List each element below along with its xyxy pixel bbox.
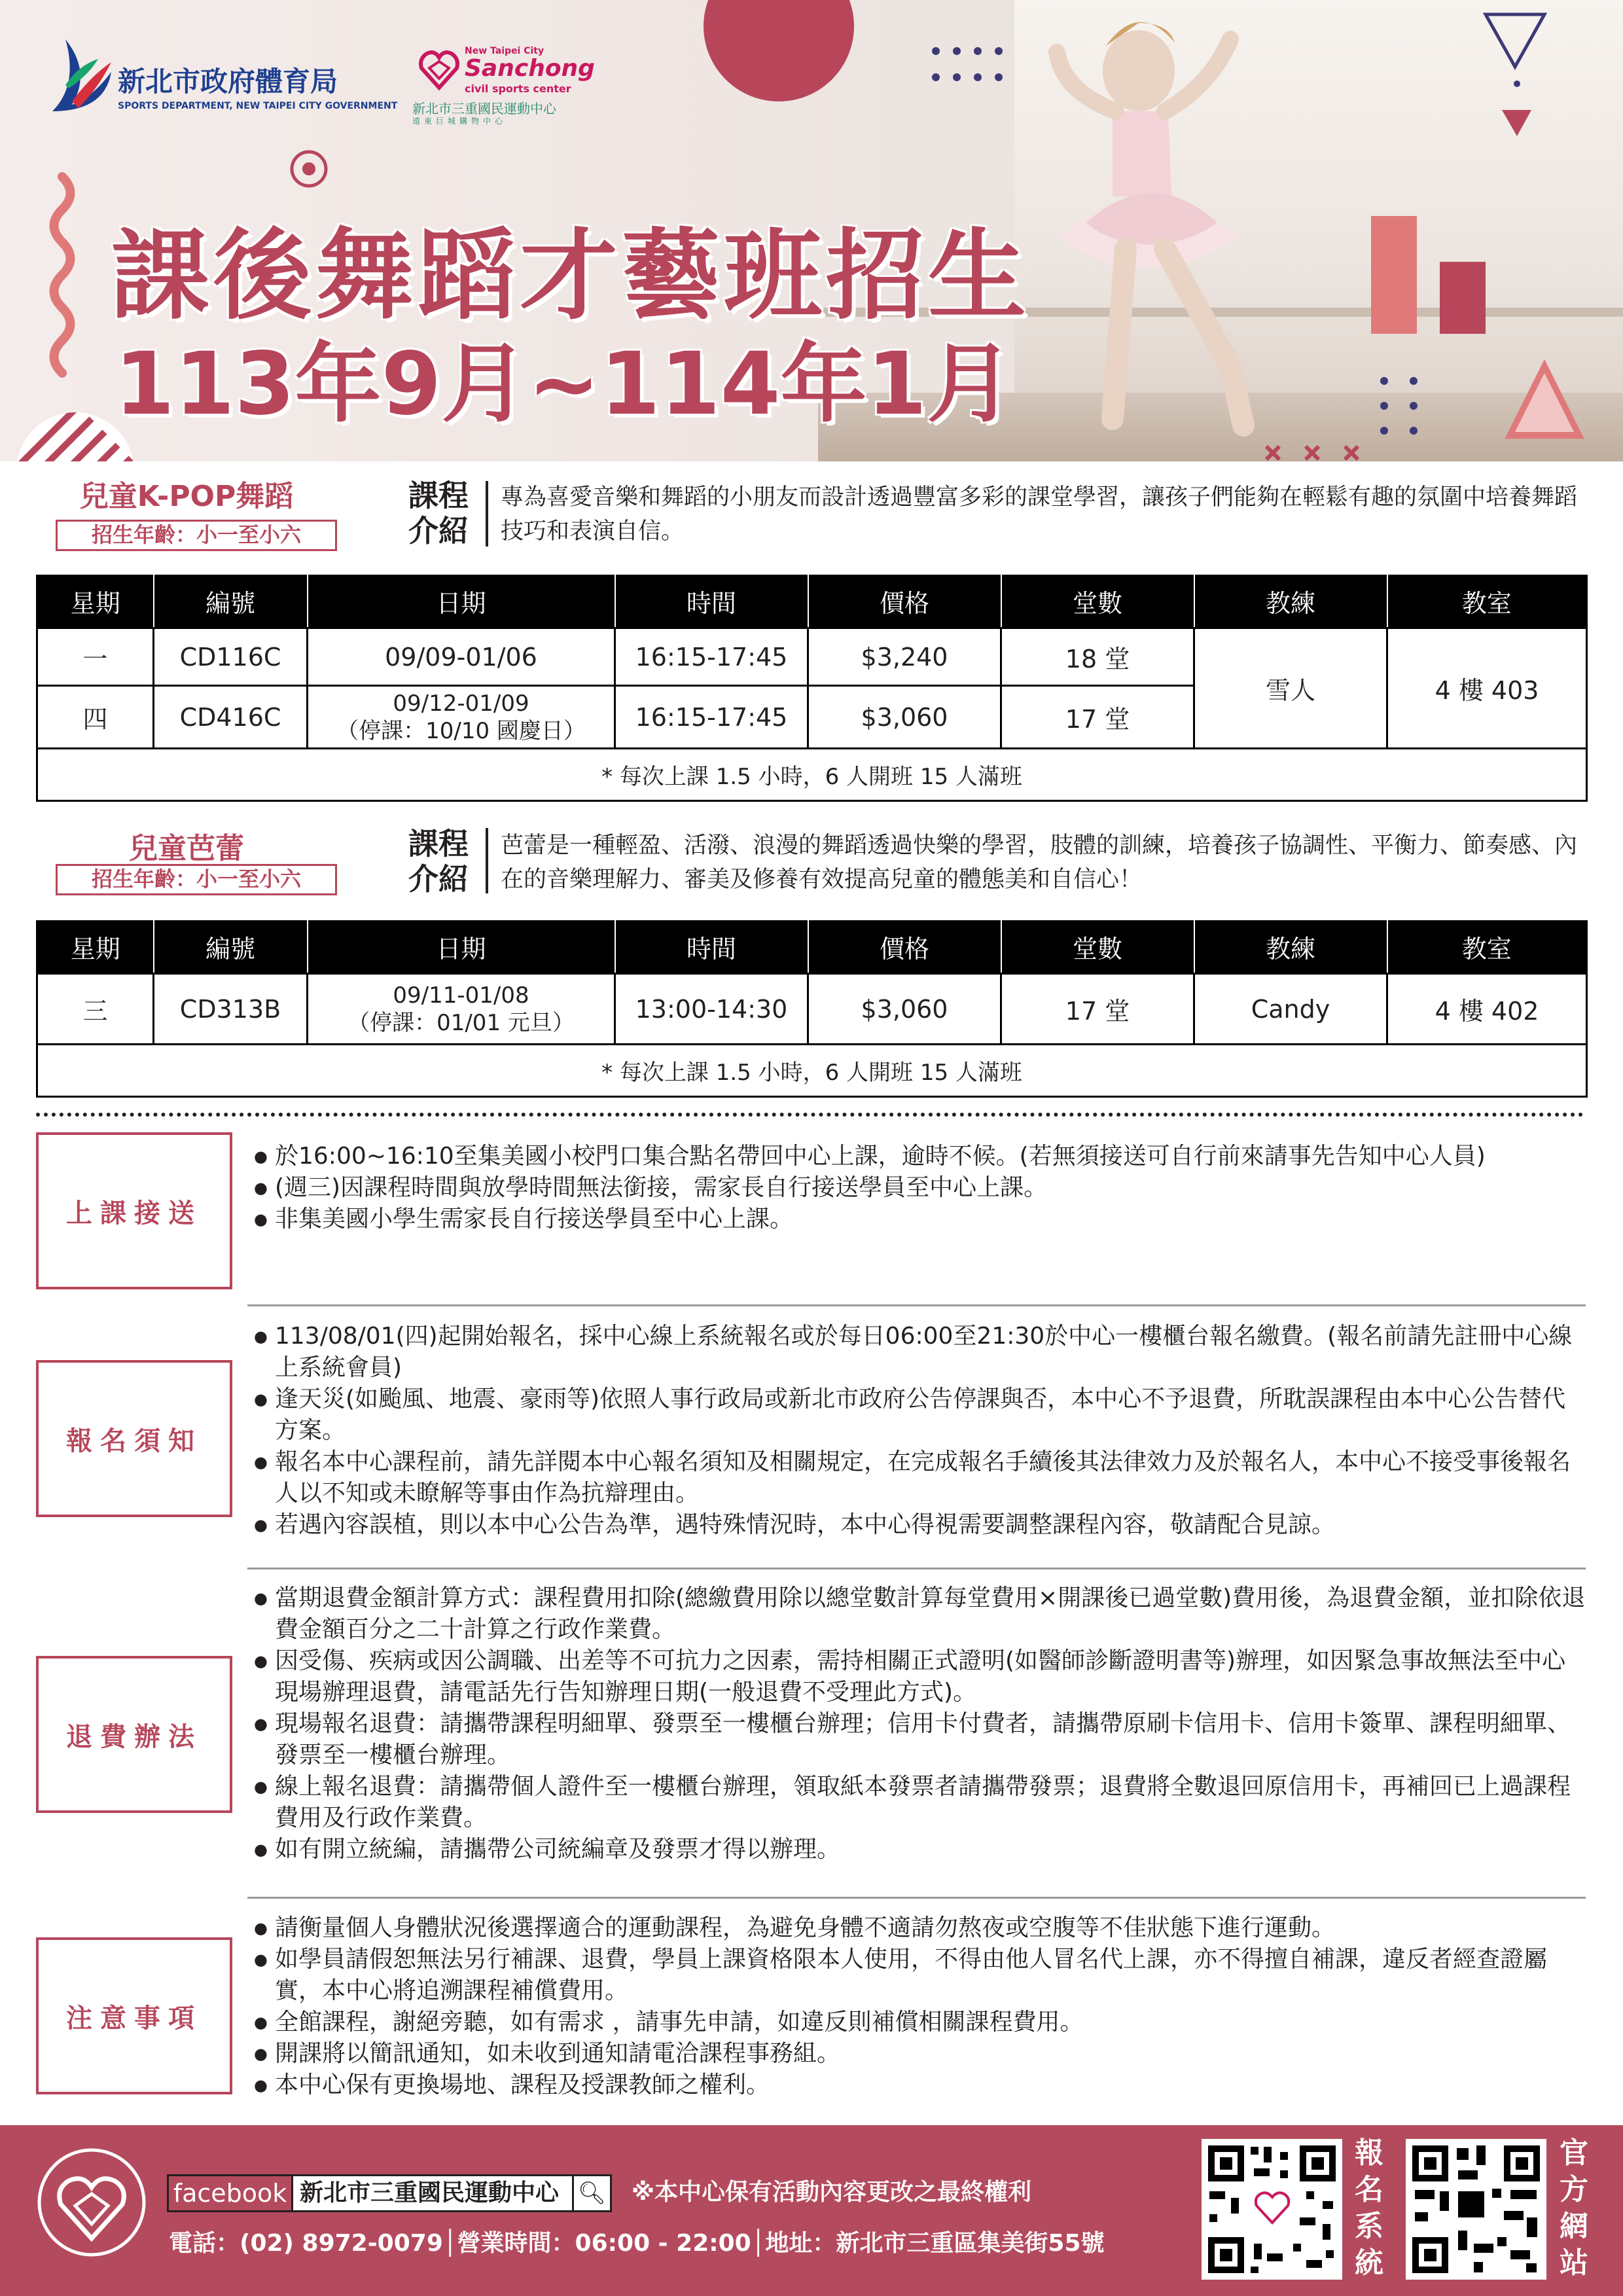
contact-info: 電話：(02) 8972-0079│營業時間：06:00 - 22:00│地址：新北市三重區集美街55號 xyxy=(169,2230,1105,2257)
enrollment-period: 113年9月~114年1月 xyxy=(115,334,1014,435)
qr-label-char: 統 xyxy=(1355,2246,1383,2280)
table-note-row xyxy=(37,749,1587,801)
intro-label-line1: 課程 xyxy=(408,826,469,861)
sports-department-logo xyxy=(46,33,398,131)
registration-qr-label xyxy=(1349,2135,1389,2282)
header-weekday: 星期 xyxy=(37,920,154,974)
table-row xyxy=(37,628,1587,686)
header-code: 編號 xyxy=(154,575,308,628)
section-separator xyxy=(247,1304,1586,1306)
cell-code: CD116C xyxy=(154,628,308,686)
cell-code: CD416C xyxy=(154,686,308,749)
header-code: 編號 xyxy=(154,920,308,974)
header-price: 價格 xyxy=(808,575,1001,628)
cell-coach: 雪人 xyxy=(1194,628,1387,749)
pickup-list xyxy=(254,1141,1586,1235)
ballet-course-name: 兒童芭蕾 xyxy=(129,832,244,865)
cell-weekday: 三 xyxy=(37,974,154,1045)
cell-time: 16:15-17:45 xyxy=(615,628,808,686)
qr-label-char: 官 xyxy=(1560,2136,1588,2170)
ballet-class-note: * 每次上課 1.5 小時，6 人開班 15 人滿班 xyxy=(37,1045,1587,1097)
header-sessions: 堂數 xyxy=(1001,575,1194,628)
qr-label-char: 方 xyxy=(1560,2173,1588,2206)
center-logo-name-zh: 新北市三重國民運動中心 xyxy=(412,101,556,117)
cell-price: $3,060 xyxy=(808,686,1001,749)
list-item: ● 如有開立統編，請攜帶公司統編章及發票才得以辦理。 xyxy=(254,1834,1586,1865)
refund-label: 退費辦法 xyxy=(36,1656,232,1813)
qr-code-icon xyxy=(1406,2139,1546,2280)
kpop-age-range: 招生年齡：小一至小六 xyxy=(56,520,337,551)
header-room: 教室 xyxy=(1387,575,1587,628)
ballet-schedule-table xyxy=(36,920,1588,1098)
sports-department-name: 新北市政府體育局 xyxy=(118,65,338,98)
notice-label: 注意事項 xyxy=(36,1937,232,2094)
center-logo-name: Sanchong xyxy=(465,55,595,82)
cell-date-range: 09/11-01/08 xyxy=(393,982,529,1009)
center-emblem-icon xyxy=(36,2147,147,2258)
list-item: ● 於16:00~16:10至集美國小校門口集合點名帶回中心上課，逾時不候。(若無須接送可自行前來請事先告知中心人員) xyxy=(254,1141,1586,1172)
sports-department-emblem-icon xyxy=(46,33,118,131)
facebook-search-box[interactable] xyxy=(167,2174,612,2212)
heart-logo-icon xyxy=(418,48,461,92)
list-item: ● 因受傷、疾病或因公調職、出差等不可抗力之因素，需持相關正式證明(如醫師診斷證明書等)辦理，如因緊急事故無法至中心現場辦理退費，請電話先行告知辦理日期(一般退費不受理此方式)。 xyxy=(254,1645,1586,1708)
qr-label-char: 網 xyxy=(1560,2210,1588,2243)
cell-coach: Candy xyxy=(1194,974,1387,1045)
list-item: ● 請衡量個人身體狀況後選擇適合的運動課程，為避免身體不適請勿熬夜或空腹等不佳狀態下進行運動。 xyxy=(254,1912,1586,1944)
cell-weekday: 四 xyxy=(37,686,154,749)
notice-list xyxy=(254,1912,1586,2101)
kpop-class-note: * 每次上課 1.5 小時，6 人開班 15 人滿班 xyxy=(37,749,1587,801)
qr-label-char: 報 xyxy=(1355,2136,1383,2170)
facebook-label: facebook xyxy=(169,2176,293,2210)
list-item: ● 逢天災(如颱風、地震、豪雨等)依照人事行政局或新北市政府公告停課與否，本中心不予退費，所耽誤課程由本中心公告替代方案。 xyxy=(254,1384,1586,1446)
header-coach: 教練 xyxy=(1194,920,1387,974)
search-icon[interactable]: 🔍︎ xyxy=(572,2176,610,2210)
cell-room: 4 樓 402 xyxy=(1387,974,1587,1045)
table-row xyxy=(37,974,1587,1045)
cell-date-note: （停課：01/01 元旦） xyxy=(348,1009,575,1036)
cell-price: $3,240 xyxy=(808,628,1001,686)
cell-date-note: （停課：10/10 國慶日） xyxy=(336,717,586,744)
intro-label-line1: 課程 xyxy=(408,478,469,513)
sports-department-name-en: SPORTS DEPARTMENT, NEW TAIPEI CITY GOVERNMENT xyxy=(118,101,398,111)
cell-time: 16:15-17:45 xyxy=(615,686,808,749)
ballet-age-range: 招生年齡：小一至小六 xyxy=(56,864,337,895)
center-logo-subtitle: civil sports center xyxy=(465,82,571,95)
dotted-divider xyxy=(36,1113,1584,1117)
list-item: ● 若遇內容誤植，則以本中心公告為準，遇特殊情況時，本中心得視需要調整課程內容，敬請配合見諒。 xyxy=(254,1509,1586,1541)
cell-price: $3,060 xyxy=(808,974,1001,1045)
page-title: 課後舞蹈才藝班招生 xyxy=(111,219,1031,333)
list-item: ● 全館課程，謝絕旁聽，如有需求 ，請事先申請，如違反則補償相關課程費用。 xyxy=(254,2007,1586,2038)
intro-label-line2: 介紹 xyxy=(408,861,469,897)
cell-code: CD313B xyxy=(154,974,308,1045)
ballet-intro-text: 芭蕾是一種輕盈、活潑、浪漫的舞蹈透過快樂的學習，肢體的訓練，培養孩子協調性、平衡力、節奏感、內在的音樂理解力、審美及修養有效提高兒童的體態美和自信心！ xyxy=(501,833,1578,893)
qr-code-icon xyxy=(1202,2139,1342,2280)
list-item: ● (週三)因課程時間與放學時間無法銜接，需家長自行接送學員至中心上課。 xyxy=(254,1172,1586,1204)
intro-divider xyxy=(486,828,488,893)
header-weekday: 星期 xyxy=(37,575,154,628)
header-room: 教室 xyxy=(1387,920,1587,974)
cell-sessions: 18 堂 xyxy=(1001,628,1194,686)
header-coach: 教練 xyxy=(1194,575,1387,628)
header-time: 時間 xyxy=(615,575,808,628)
list-item: ● 當期退費金額計算方式：課程費用扣除(總繳費用除以總堂數計算每堂費用×開課後已過堂數)費用後，為退費金額，並扣除依退費金額百分之二十計算之行政作業費。 xyxy=(254,1583,1586,1645)
rights-notice: ※本中心保有活動內容更改之最終權利 xyxy=(632,2179,1031,2206)
table-header-row xyxy=(37,920,1587,974)
section-separator xyxy=(247,1897,1586,1899)
list-item: ● 本中心保有更換場地、課程及授課教師之權利。 xyxy=(254,2070,1586,2101)
cell-room: 4 樓 403 xyxy=(1387,628,1587,749)
qr-label-char: 系 xyxy=(1355,2210,1383,2243)
header-price: 價格 xyxy=(808,920,1001,974)
header-date: 日期 xyxy=(308,575,615,628)
hero-banner xyxy=(0,0,1623,461)
intro-divider xyxy=(486,481,488,547)
header-time: 時間 xyxy=(615,920,808,974)
cell-sessions: 17 堂 xyxy=(1001,974,1194,1045)
kpop-intro-label xyxy=(399,478,478,548)
center-logo-operator: 遠東巨城購物中心 xyxy=(412,117,507,126)
header-sessions: 堂數 xyxy=(1001,920,1194,974)
facebook-page-name: 新北市三重國民運動中心 xyxy=(300,2179,560,2206)
cell-date: 09/09-01/06 xyxy=(308,628,615,686)
registration-label: 報名須知 xyxy=(36,1360,232,1517)
kpop-course-name: 兒童K-POP舞蹈 xyxy=(79,480,294,513)
refund-list xyxy=(254,1583,1586,1865)
pickup-label: 上課接送 xyxy=(36,1132,232,1289)
cell-date xyxy=(308,686,615,749)
qr-label-char: 站 xyxy=(1560,2246,1588,2280)
list-item: ● 113/08/01(四)起開始報名，採中心線上系統報名或於每日06:00至21:30於中心一樓櫃台報名繳費。(報名前請先註冊中心線上系統會員) xyxy=(254,1321,1586,1384)
cell-date xyxy=(308,974,615,1045)
cell-date-range: 09/12-01/09 xyxy=(393,690,529,717)
list-item: ● 開課將以簡訊通知，如未收到通知請電洽課程事務組。 xyxy=(254,2038,1586,2070)
kpop-schedule-table xyxy=(36,575,1588,802)
cell-weekday: 一 xyxy=(37,628,154,686)
table-note-row xyxy=(37,1045,1587,1097)
registration-qr-code[interactable] xyxy=(1202,2139,1342,2280)
sanchong-center-logo xyxy=(412,39,602,131)
list-item: ● 現場報名退費：請攜帶課程明細單、發票至一樓櫃台辦理；信用卡付費者，請攜帶原刷卡信用卡、信用卡簽單、課程明細單、發票至一樓櫃台辦理。 xyxy=(254,1708,1586,1771)
cell-time: 13:00-14:30 xyxy=(615,974,808,1045)
official-website-qr-label xyxy=(1554,2135,1594,2282)
ballet-intro-label xyxy=(399,826,478,897)
section-separator xyxy=(247,1568,1586,1570)
intro-label-line2: 介紹 xyxy=(408,513,469,548)
registration-list xyxy=(254,1321,1586,1541)
kpop-intro-text: 專為喜愛音樂和舞蹈的小朋友而設計透過豐富多彩的課堂學習，讓孩子們能夠在輕鬆有趣的氛圍中培養舞蹈技巧和表演自信。 xyxy=(501,484,1578,545)
list-item: ● 線上報名退費：請攜帶個人證件至一樓櫃台辦理，領取紙本發票者請攜帶發票；退費將全數退回原信用卡，再補回已上過課程費用及行政作業費。 xyxy=(254,1771,1586,1834)
official-website-qr-code[interactable] xyxy=(1406,2139,1546,2280)
header-date: 日期 xyxy=(308,920,615,974)
list-item: ● 報名本中心課程前，請先詳閱本中心報名須知及相關規定，在完成報名手續後其法律效力及於報名人，本中心不接受事後報名人以不知或未瞭解等事由作為抗辯理由。 xyxy=(254,1446,1586,1509)
qr-label-char: 名 xyxy=(1355,2173,1383,2206)
cell-sessions: 17 堂 xyxy=(1001,686,1194,749)
center-logo-city: New Taipei City xyxy=(465,46,544,56)
table-header-row xyxy=(37,575,1587,628)
list-item: ● 非集美國小學生需家長自行接送學員至中心上課。 xyxy=(254,1204,1586,1235)
list-item: ● 如學員請假恕無法另行補課、退費，學員上課資格限本人使用，不得由他人冒名代上課，亦不得擅自補課，違反者經查證屬實，本中心將追溯課程補償費用。 xyxy=(254,1944,1586,2007)
